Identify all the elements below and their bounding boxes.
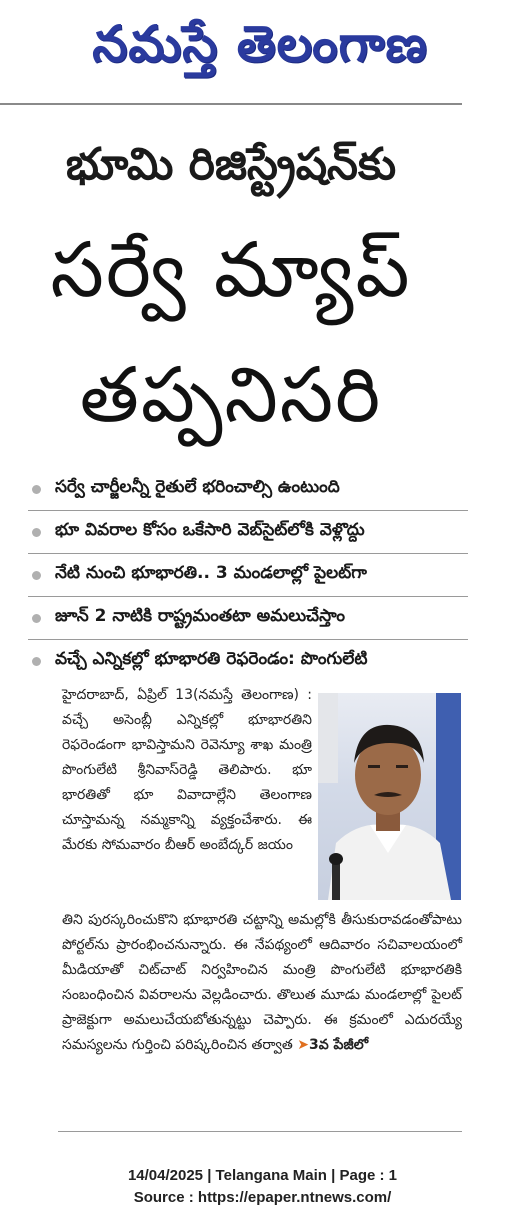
highlight-text: సర్వే చార్జీలన్నీ రైతులే భరించాల్సి ఉంటుంది [55, 477, 340, 497]
article-subhead: భూమి రిజిస్ట్రేషన్‌కు [65, 139, 397, 190]
continued-on-page[interactable]: 3వ పేజీలో [308, 1037, 369, 1053]
article-body-text: తిని పురస్కరించుకొని భూభారతి చట్టాన్ని అమల్లోకి తీసుకురావడంతోపాటు పోర్టల్‌ను ప్రారంభించనున్నారు. ఈ నేపథ్యంలో ఆదివారం సచివాలయంలో మీడియాతో చిట్‌చాట్ నిర్వహించిన మంత్రి పొంగులేటి భూభారతికి సంబంధించిన వివరాలను వెల్లడించారు. తొలుత మూడు మండలాల్లో పైలట్ ప్రాజెక్టుగా అమలుచేయబోతున్నట్టు చెప్పారు. ఈ క్రమంలో ఎదురయ్యే సమస్యలను గుర్తించి పరిష్కరించిన తర్వాత [62, 912, 462, 1053]
highlights-list [28, 468, 468, 682]
highlight-text: భూ వివరాల కోసం ఒకేసారి వెబ్‌సైట్‌లోకి వెళ్లొద్దు [55, 520, 365, 540]
highlight-text: వచ్చే ఎన్నికల్లో భూభారతి రెఫరెండం: పొంగులేటి [55, 649, 368, 669]
article-headline-line1: సర్వే మ్యాప్ [50, 225, 412, 314]
highlight-item [28, 640, 468, 682]
highlight-item [28, 597, 468, 640]
bullet-dot-icon [32, 571, 41, 580]
page-footer [0, 1165, 525, 1209]
footer-edition-info: 14/04/2025 | Telangana Main | Page : 1 [127, 1167, 398, 1184]
bullet-dot-icon [32, 657, 41, 666]
masthead-divider [0, 103, 462, 105]
article-body-continued [62, 908, 462, 1058]
article-body-column: హైదరాబాద్, ఏప్రిల్ 13(నమస్తే తెలంగాణ) : వచ్చే అసెంబ్లీ ఎన్నికల్లో భూభారతిని రెఫరెండంగా భావిస్తామని రెవెన్యూ శాఖ మంత్రి పొంగులేటి శ్రీనివాస్‌రెడ్డి తెలిపారు. భూ భారతితో భూ వివాదాల్లేని తెలంగాణ చూస్తామన్న నమ్మకాన్ని వ్యక్తంచేశారు. ఈ మేరకు సోమవారం బీఆర్ అంబేద్కర్ జయం [62, 687, 312, 853]
footer-source-link[interactable]: Source : https://epaper.ntnews.com/ [133, 1189, 392, 1206]
bullet-dot-icon [32, 528, 41, 537]
continued-arrow-icon: ➤ [297, 1037, 309, 1053]
bullet-dot-icon [32, 614, 41, 623]
article-end-divider [58, 1131, 462, 1132]
masthead-logo: నమస్తే తెలంగాణ [92, 14, 428, 73]
bullet-dot-icon [32, 485, 41, 494]
person-portrait-icon [318, 693, 461, 900]
highlight-text: నేటి నుంచి భూభారతి.. 3 మండలాల్లో పైలట్‌గా [55, 563, 367, 583]
highlight-text: జూన్ 2 నాటికి రాష్ట్రమంతటా అమలుచేస్తాం [55, 606, 346, 626]
highlight-item [28, 554, 468, 597]
highlight-item [28, 468, 468, 511]
highlight-item [28, 511, 468, 554]
article-headline-line2: తప్పనిసరి [79, 350, 383, 439]
minister-photo [318, 693, 461, 900]
